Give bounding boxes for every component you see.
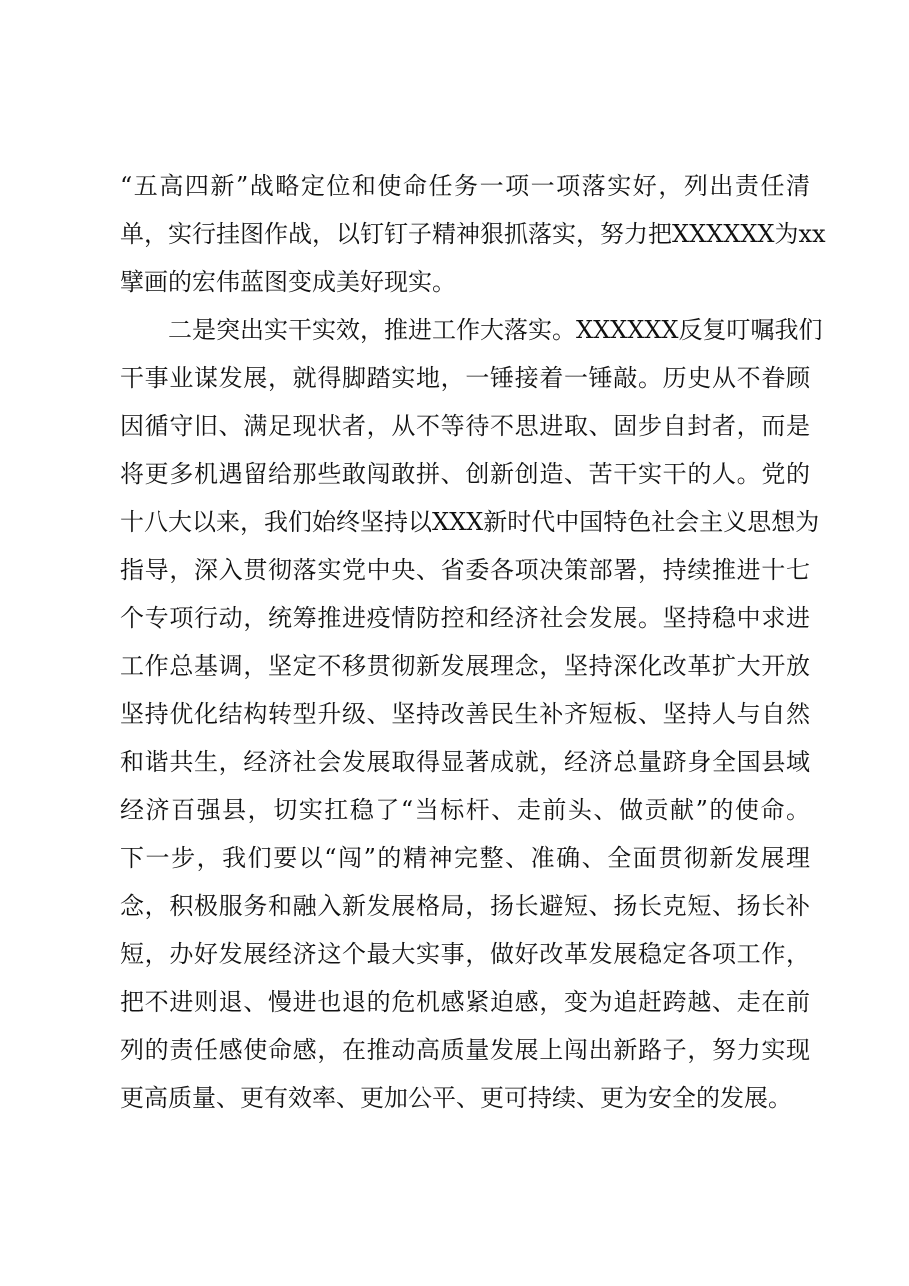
paragraph-2-line: 下一步，我们要以“闯”的精神完整、准确、全面贯彻新发展理 [120, 844, 810, 872]
paragraph-2-line: 干事业谋发展，就得脚踏实地，一锤接着一锤敲。历史从不眷顾 [120, 364, 810, 392]
paragraph-2-line: 列的责任感使命感，在推动高质量发展上闯出新路子，努力实现 [120, 1036, 810, 1064]
paragraph-2-line: 十八大以来，我们始终坚持以XXX新时代中国特色社会主义思想为 [120, 508, 820, 536]
paragraph-2-line: 坚持优化结构转型升级、坚持改善民生补齐短板、坚持人与自然 [120, 700, 810, 728]
paragraph-1-line: “五高四新”战略定位和使命任务一项一项落实好，列出责任清 [120, 172, 810, 200]
paragraph-2-line: 工作总基调，坚定不移贯彻新发展理念，坚持深化改革扩大开放 [120, 652, 810, 680]
paragraph-1-line: 擘画的宏伟蓝图变成美好现实。 [120, 268, 456, 296]
paragraph-2-line: 将更多机遇留给那些敢闯敢拼、创新创造、苦干实干的人。党的 [120, 460, 810, 488]
paragraph-2-line: 因循守旧、满足现状者，从不等待不思进取、固步自封者，而是 [120, 412, 810, 440]
paragraph-2-line: 更高质量、更有效率、更加公平、更可持续、更为安全的发展。 [120, 1084, 792, 1112]
paragraph-2-line: 二是突出实干实效，推进工作大落实。XXXXXX反复叮嘱我们 [168, 316, 823, 344]
paragraph-2-line: 把不进则退、慢进也退的危机感紧迫感，变为追赶跨越、走在前 [120, 988, 810, 1016]
paragraph-1-line: 单，实行挂图作战，以钉钉子精神狠抓落实，努力把XXXXXX为xx [120, 220, 826, 248]
paragraph-2-line: 和谐共生，经济社会发展取得显著成就，经济总量跻身全国县域 [120, 748, 810, 776]
paragraph-2-line: 念，积极服务和融入新发展格局，扬长避短、扬长克短、扬长补 [120, 892, 810, 920]
paragraph-2-line: 个专项行动，统筹推进疫情防控和经济社会发展。坚持稳中求进 [120, 604, 810, 632]
paragraph-2-line: 短，办好发展经济这个最大实事，做好改革发展稳定各项工作， [120, 940, 810, 968]
paragraph-2-line: 经济百强县，切实扛稳了“当标杆、走前头、做贡献”的使命。 [120, 796, 810, 824]
document-body [120, 168, 826, 1128]
paragraph-2-line: 指导，深入贯彻落实党中央、省委各项决策部署，持续推进十七 [120, 556, 810, 584]
